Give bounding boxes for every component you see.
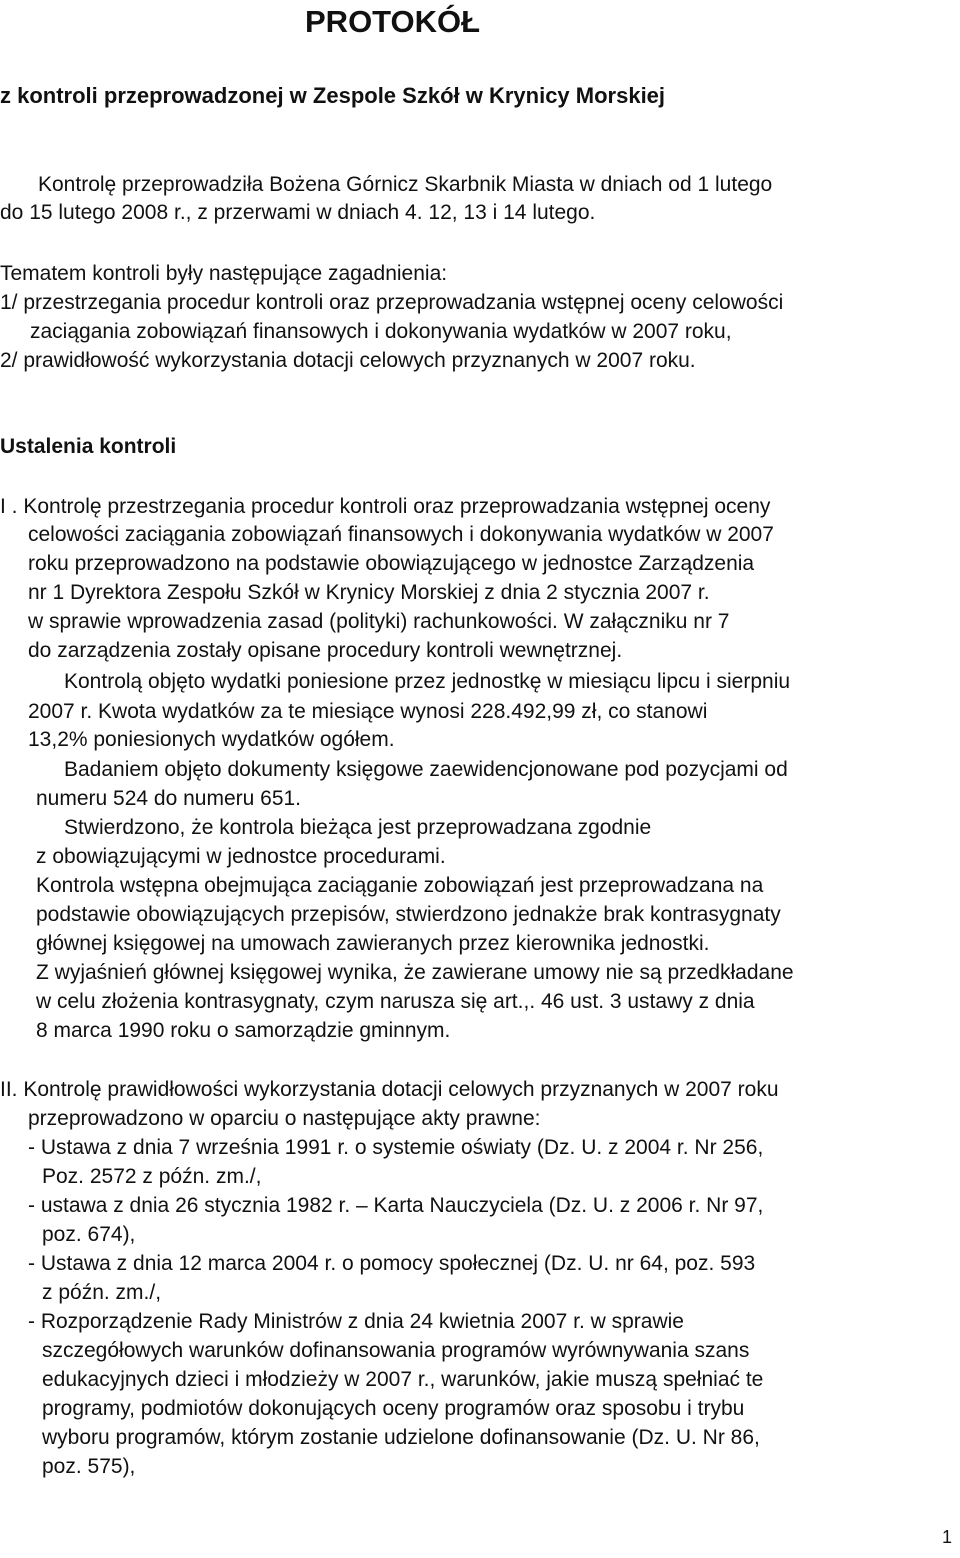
text-line: wyboru programów, którym zostanie udzielone dofinansowanie (Dz. U. Nr 86, [42, 1426, 760, 1449]
text-line: poz. 674), [42, 1223, 136, 1246]
text-line: szczegółowych warunków dofinansowania programów wyrównywania szans [42, 1339, 750, 1362]
text-line: Kontrolą objęto wydatki poniesione przez jednostkę w miesiącu lipcu i sierpniu [64, 670, 791, 693]
text-line: Z wyjaśnień głównej księgowej wynika, że zawierane umowy nie są przedkładane [36, 961, 794, 984]
text-line: 13,2% poniesionych wydatków ogółem. [28, 728, 395, 751]
text-line: Kontrolę przeprowadziła Bożena Górnicz Skarbnik Miasta w dniach od 1 lutego [38, 173, 773, 196]
text-line: głównej księgowej na umowach zawieranych przez kierownika jednostki. [36, 932, 710, 955]
text-line: poz. 575), [42, 1455, 136, 1478]
text-line: podstawie obowiązujących przepisów, stwierdzono jednakże brak kontrasygnaty [36, 903, 781, 926]
document-subtitle: z kontroli przeprowadzonej w Zespole Szkół w Krynicy Morskiej [0, 83, 666, 108]
document-title: PROTOKÓŁ [305, 4, 481, 39]
text-line: 2/ prawidłowość wykorzystania dotacji celowych przyznanych w 2007 roku. [0, 349, 696, 372]
text-line: przeprowadzono w oparciu o następujące akty prawne: [28, 1107, 541, 1130]
text-line: Badaniem objęto dokumenty księgowe zaewidencjonowane pod pozycjami od [64, 758, 788, 781]
text-line: programy, podmiotów dokonujących oceny programów oraz sposobu i trybu [42, 1397, 745, 1420]
text-line: I . Kontrolę przestrzegania procedur kontroli oraz przeprowadzania wstępnej oceny [0, 495, 771, 518]
text-line: edukacyjnych dzieci i młodzieży w 2007 r., warunków, jakie muszą spełniać te [42, 1368, 764, 1391]
text-line: Stwierdzono, że kontrola bieżąca jest przeprowadzana zgodnie [64, 816, 652, 839]
text-line: numeru 524 do numeru 651. [36, 787, 302, 810]
text-line: - Ustawa z dnia 7 września 1991 r. o systemie oświaty (Dz. U. z 2004 r. Nr 256, [28, 1136, 764, 1159]
text-line: Tematem kontroli były następujące zagadnienia: [0, 262, 448, 285]
text-line: Kontrola wstępna obejmująca zaciąganie zobowiązań jest przeprowadzana na [36, 874, 764, 897]
text-line: II. Kontrolę prawidłowości wykorzystania dotacji celowych przyznanych w 2007 roku [0, 1078, 779, 1101]
text-line: 8 marca 1990 roku o samorządzie gminnym. [36, 1019, 451, 1042]
text-line: do zarządzenia zostały opisane procedury kontroli wewnętrznej. [28, 639, 623, 662]
text-line: w celu złożenia kontrasygnaty, czym narusza się art.,. 46 ust. 3 ustawy z dnia [36, 990, 755, 1013]
text-line: w sprawie wprowadzenia zasad (polityki) rachunkowości. W załączniku nr 7 [28, 610, 730, 633]
text-line: 2007 r. Kwota wydatków za te miesiące wynosi 228.492,99 zł, co stanowi [28, 700, 708, 723]
text-line: z obowiązującymi w jednostce procedurami. [36, 845, 446, 868]
text-line: zaciągania zobowiązań finansowych i dokonywania wydatków w 2007 roku, [30, 320, 732, 343]
text-line: roku przeprowadzono na podstawie obowiązującego w jednostce Zarządzenia [28, 552, 755, 575]
text-line: nr 1 Dyrektora Zespołu Szkół w Krynicy Morskiej z dnia 2 stycznia 2007 r. [28, 581, 710, 604]
text-line: 1/ przestrzegania procedur kontroli oraz przeprowadzania wstępnej oceny celowości [0, 291, 784, 314]
findings-heading: Ustalenia kontroli [0, 435, 177, 458]
text-line: - Ustawa z dnia 12 marca 2004 r. o pomocy społecznej (Dz. U. nr 64, poz. 593 [28, 1252, 756, 1275]
text-line: do 15 lutego 2008 r., z przerwami w dniach 4. 12, 13 i 14 lutego. [0, 201, 596, 224]
text-line: - ustawa z dnia 26 stycznia 1982 r. – Karta Nauczyciela (Dz. U. z 2006 r. Nr 97, [28, 1194, 764, 1217]
text-line: Poz. 2572 z późn. zm./, [42, 1165, 262, 1188]
text-line: - Rozporządzenie Rady Ministrów z dnia 24 kwietnia 2007 r. w sprawie [28, 1310, 684, 1333]
page-number: 1 [942, 1527, 953, 1547]
text-line: z późn. zm./, [42, 1281, 162, 1304]
text-line: celowości zaciągania zobowiązań finansowych i dokonywania wydatków w 2007 [28, 523, 774, 546]
